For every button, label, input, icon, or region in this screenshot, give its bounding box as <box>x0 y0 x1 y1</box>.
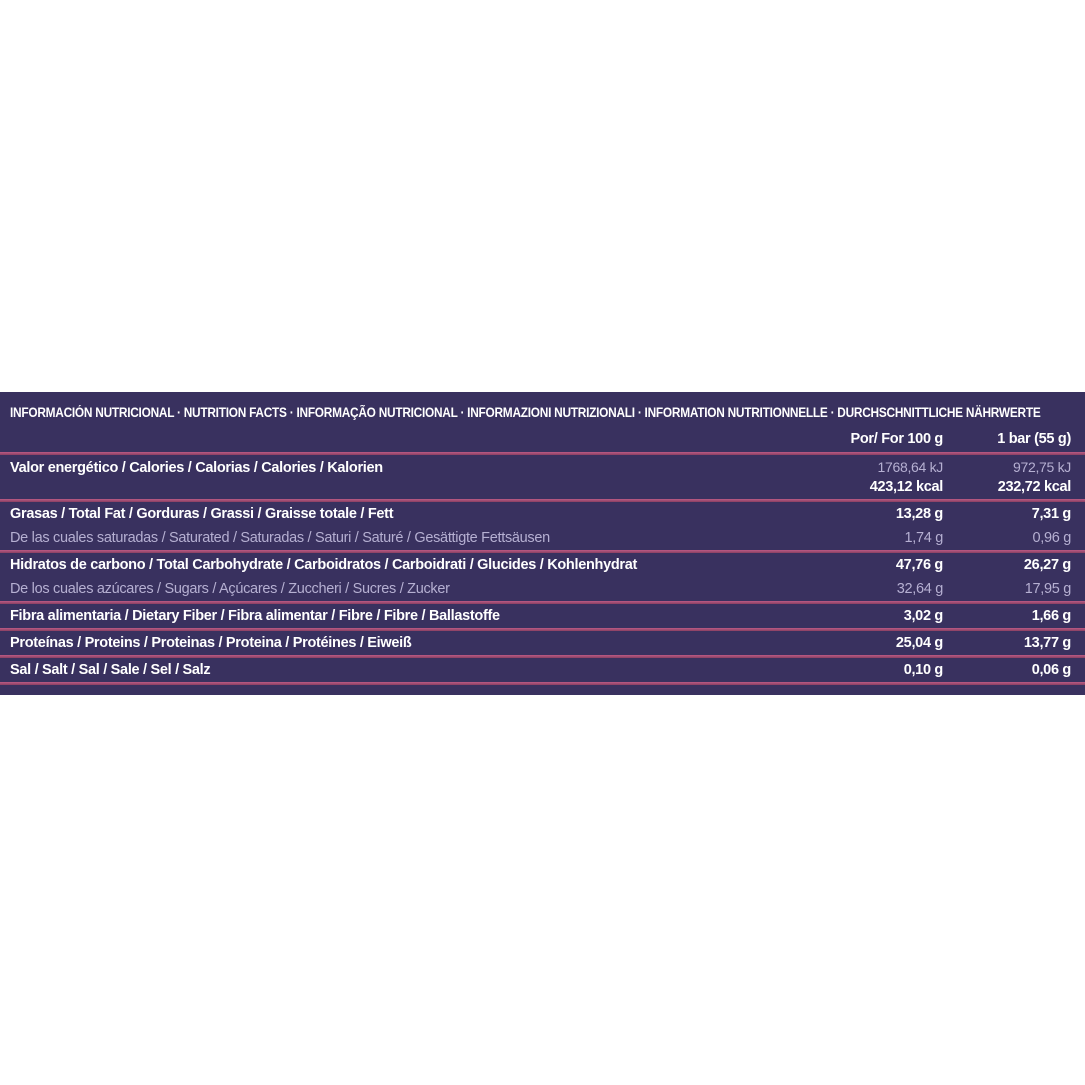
row-sugars <box>0 577 1085 601</box>
value-per-100g: 32,64 g <box>896 581 943 597</box>
table-title: INFORMACIÓN NUTRICIONAL · NUTRITION FACTS · INFORMAÇÃO NUTRICIONAL · INFORMAZIONI NUTRIZIONALI · INFORMATION NUTRITIONNELLE · DURCHSCHNITTLICHE NÄHRWERTE <box>10 405 1041 420</box>
row-label-sugars: De los cuales azúcares / Sugars / Açúcares / Zuccheri / Sucres / Zucker <box>10 581 450 597</box>
row-label-energy: Valor energético / Calories / Calorias / Calories / Kalorien <box>10 460 383 476</box>
value-per-bar: 26,27 g <box>1023 557 1071 573</box>
row-fiber <box>0 604 1085 628</box>
row-energy <box>0 455 1085 499</box>
nutrition-facts-table <box>0 392 1085 695</box>
column-header-row <box>0 424 1085 452</box>
energy-values-per-100g <box>823 455 943 499</box>
column-header-per-100g: Por/ For 100 g <box>850 431 943 447</box>
value-per-100g: 25,04 g <box>895 635 943 651</box>
value-per-bar: 7,31 g <box>1031 506 1071 522</box>
row-label-saturated-fat: De las cuales saturadas / Saturated / Saturadas / Saturi / Saturé / Gesättigte Fettsäusen <box>10 530 550 546</box>
row-label-fiber: Fibra alimentaria / Dietary Fiber / Fibra alimentar / Fibre / Fibre / Ballastoffe <box>10 608 500 624</box>
row-label-salt: Sal / Salt / Sal / Sale / Sel / Salz <box>10 662 211 678</box>
value-per-bar: 0,96 g <box>1032 530 1071 546</box>
value-per-bar: 1,66 g <box>1031 608 1071 624</box>
value-per-100g: 1,74 g <box>904 530 943 546</box>
value-per-100g: 0,10 g <box>903 662 943 678</box>
value-per-bar: 0,06 g <box>1031 662 1071 678</box>
row-salt <box>0 658 1085 682</box>
row-label-total-fat: Grasas / Total Fat / Gorduras / Grassi / Graisse totale / Fett <box>10 506 394 522</box>
row-label-carbohydrate: Hidratos de carbono / Total Carbohydrate / Carboidratos / Carboidrati / Glucides / Kohlenhydrat <box>10 557 638 573</box>
row-saturated-fat <box>0 526 1085 550</box>
energy-kcal-per-100g: 423,12 kcal <box>869 479 943 495</box>
energy-kj-per-100g: 1768,64 kJ <box>877 459 943 475</box>
row-label-protein: Proteínas / Proteins / Proteinas / Proteina / Protéines / Eiweiß <box>10 635 412 651</box>
value-per-bar: 17,95 g <box>1024 581 1071 597</box>
energy-kcal-per-bar: 232,72 kcal <box>997 479 1071 495</box>
table-title-row <box>0 392 1085 424</box>
value-per-100g: 3,02 g <box>903 608 943 624</box>
row-protein <box>0 631 1085 655</box>
row-total-fat <box>0 502 1085 526</box>
row-carbohydrate <box>0 553 1085 577</box>
energy-kj-per-bar: 972,75 kJ <box>1012 459 1071 475</box>
value-per-100g: 13,28 g <box>895 506 943 522</box>
energy-values-per-bar <box>943 455 1071 499</box>
value-per-bar: 13,77 g <box>1023 635 1071 651</box>
value-per-100g: 47,76 g <box>895 557 943 573</box>
table-bottom-padding <box>0 685 1085 695</box>
column-header-per-bar: 1 bar (55 g) <box>997 431 1071 447</box>
